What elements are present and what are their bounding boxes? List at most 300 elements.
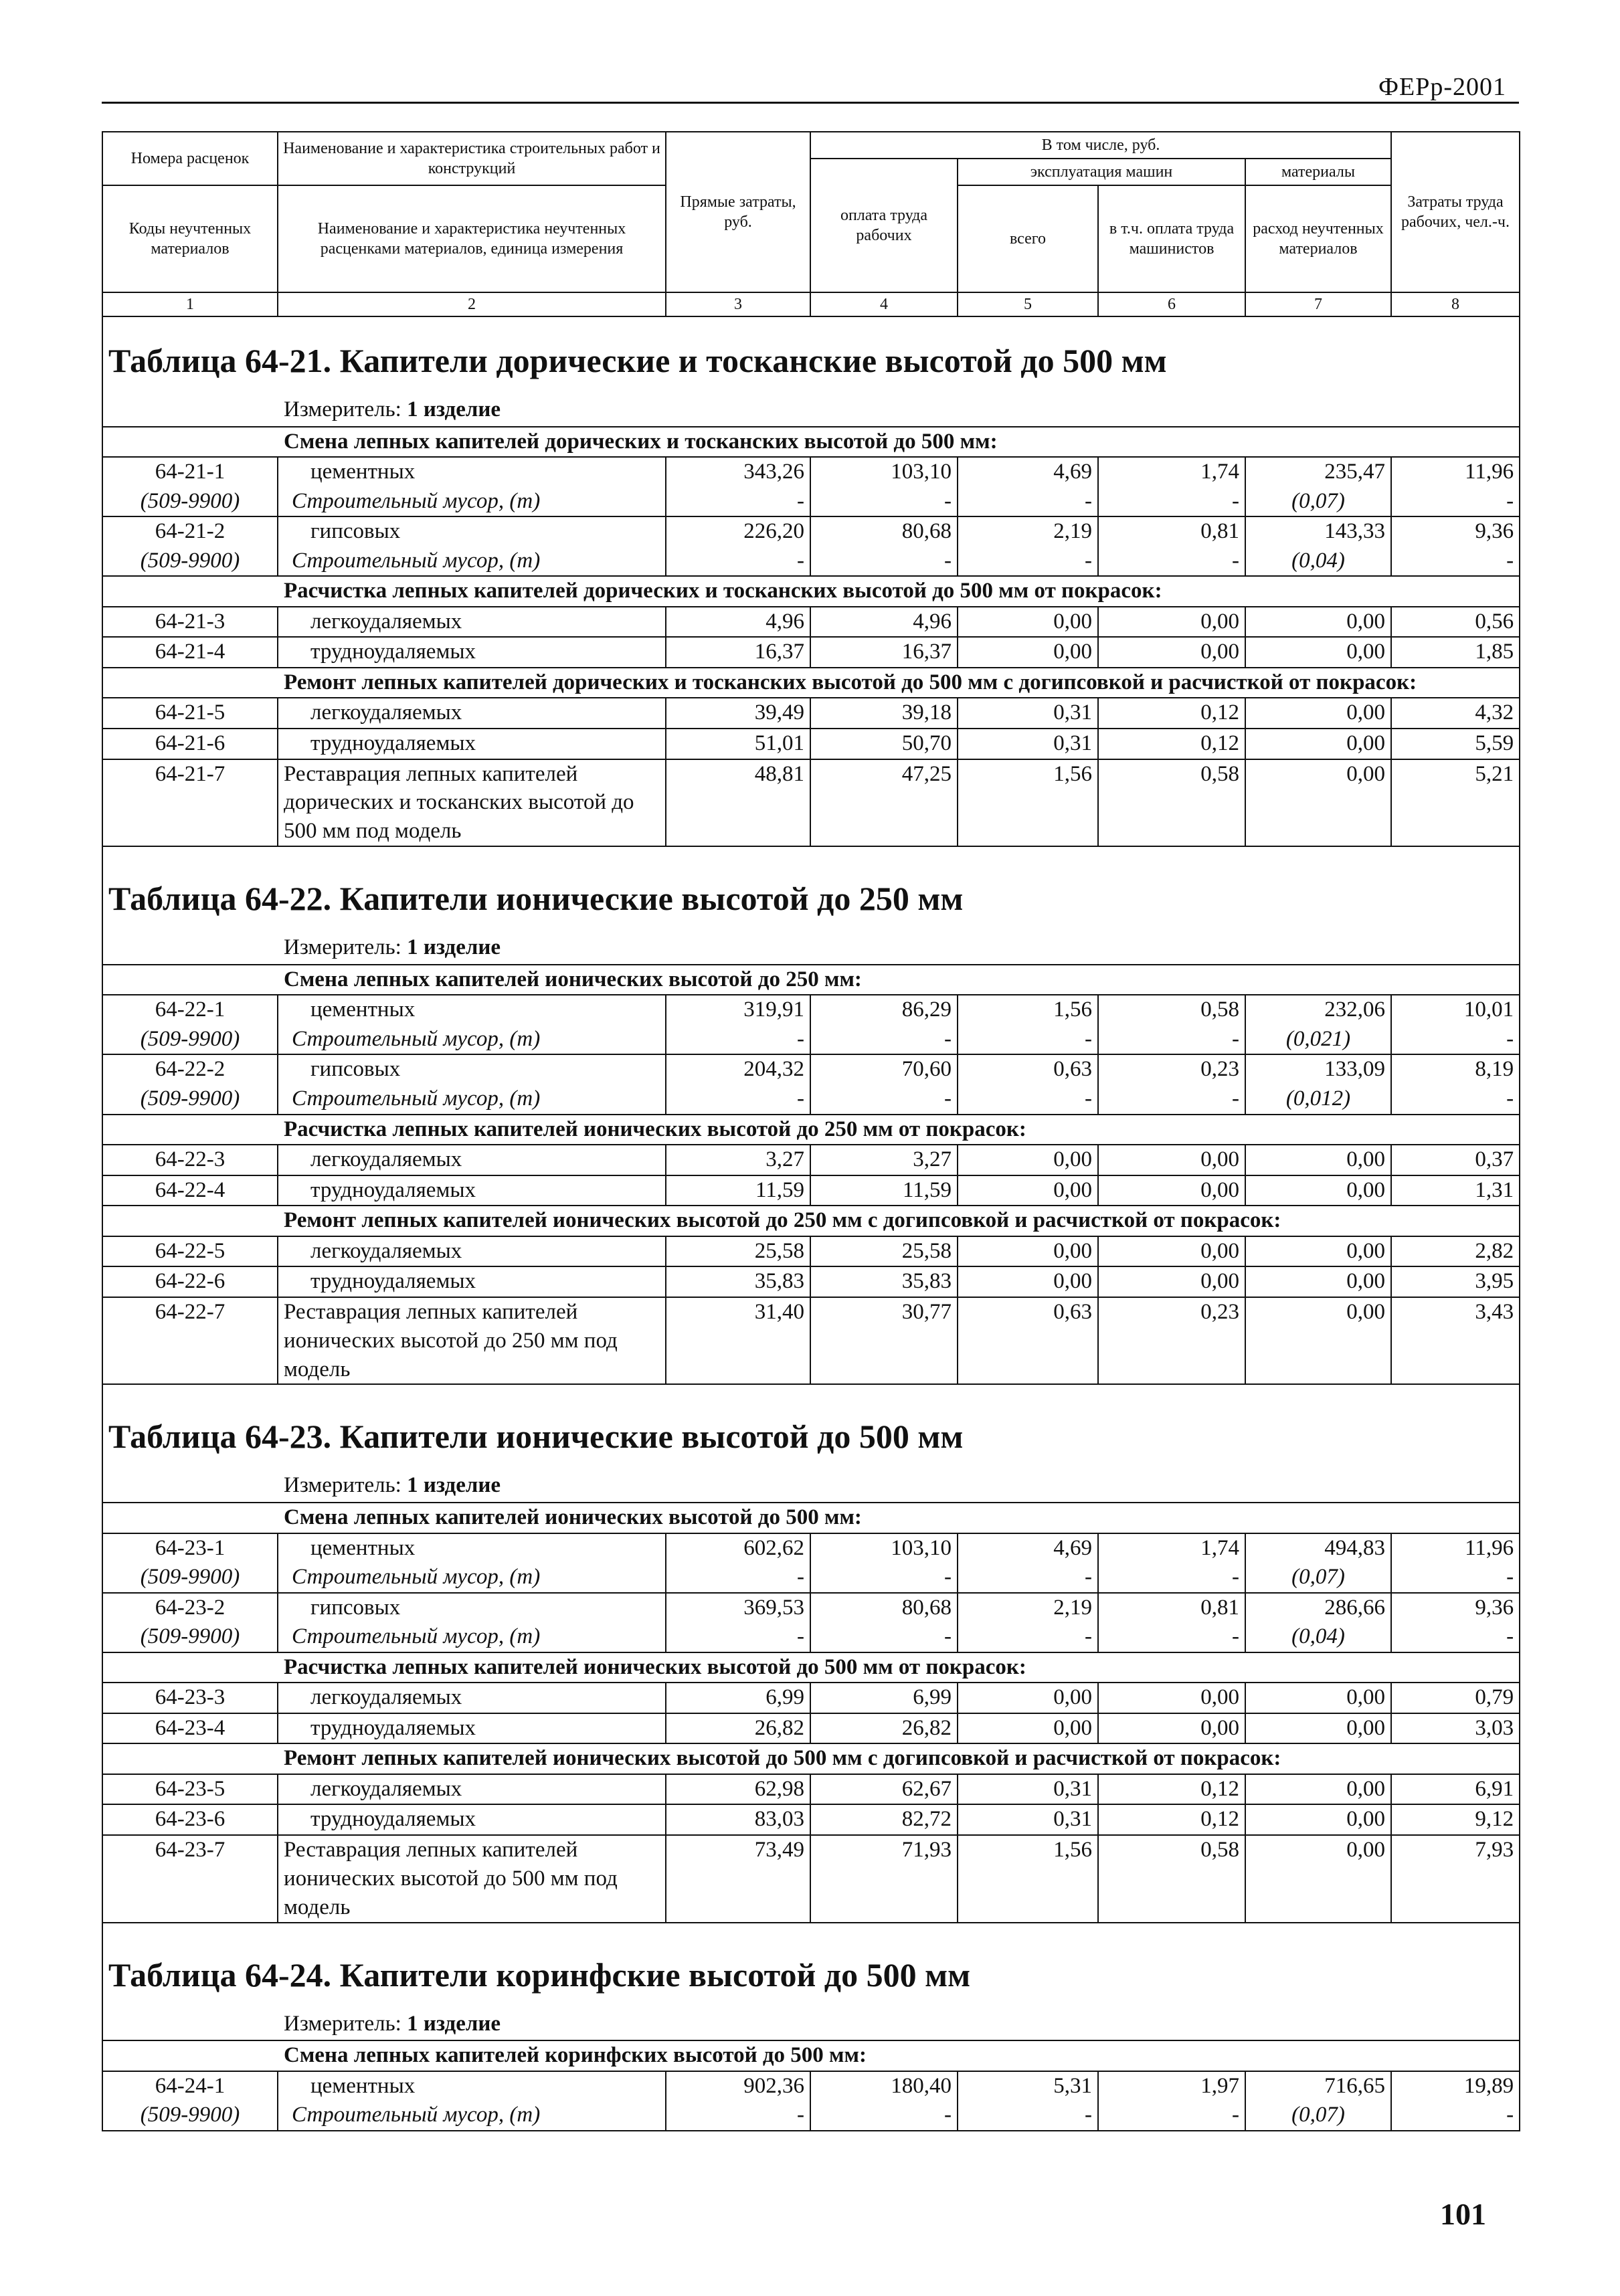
labor-wage: 62,67	[810, 1774, 958, 1805]
line-row	[102, 637, 1520, 668]
rate-name: цементных	[278, 2071, 666, 2101]
column-header-table	[102, 131, 1520, 317]
direct-cost: 39,49	[666, 698, 810, 729]
rate-code: 64-21-7	[102, 759, 278, 847]
header-group-materials: материалы	[1245, 159, 1391, 185]
material-code: (509-9900)	[102, 1084, 278, 1115]
rate-code: 64-22-3	[102, 1145, 278, 1175]
material-c5: -	[958, 2101, 1098, 2131]
direct-cost: 3,27	[666, 1145, 810, 1175]
material-c3: -	[666, 1563, 810, 1593]
materials-cost: 0,00	[1245, 1236, 1391, 1267]
page-number: 101	[1440, 2197, 1486, 2231]
materials-cost: 0,00	[1245, 1835, 1391, 1923]
header-col6: в т.ч. оплата труда машинистов	[1098, 185, 1245, 292]
material-name: Строительный мусор, (т)	[278, 1622, 666, 1652]
mat-row	[102, 1563, 1520, 1593]
rate-name: цементных	[278, 1533, 666, 1563]
machines-total: 0,00	[958, 637, 1098, 668]
rate-code: 64-22-4	[102, 1175, 278, 1206]
direct-cost: 319,91	[666, 995, 810, 1025]
section-row	[102, 1743, 1520, 1774]
labor-hours: 9,12	[1391, 1804, 1520, 1835]
section-row	[102, 2040, 1520, 2071]
machinist-wage: 0,58	[1098, 759, 1245, 847]
material-c6: -	[1098, 487, 1245, 517]
labor-wage: 35,83	[810, 1266, 958, 1297]
machines-total: 0,00	[958, 1175, 1098, 1206]
materials-cost: 0,00	[1245, 1145, 1391, 1175]
rate-row	[102, 1593, 1520, 1623]
meter-value: 1 изделие	[407, 2011, 501, 2036]
materials-cost: 0,00	[1245, 1175, 1391, 1206]
labor-hours: 3,43	[1391, 1297, 1520, 1385]
material-quantity: (0,07)	[1245, 2101, 1391, 2131]
material-c3: -	[666, 487, 810, 517]
section-row	[102, 576, 1520, 607]
machinist-wage: 0,81	[1098, 516, 1245, 547]
header-num-6: 6	[1098, 292, 1245, 316]
labor-wage: 103,10	[810, 1533, 958, 1563]
machines-total: 4,69	[958, 457, 1098, 487]
material-c6: -	[1098, 1084, 1245, 1115]
table-title: Таблица 64-21. Капители дорические и тосканские высотой до 500 мм	[102, 309, 1520, 391]
machines-total: 0,31	[958, 698, 1098, 729]
header-group-machines: эксплуатация машин	[958, 159, 1245, 185]
meter-row	[102, 2006, 1520, 2041]
direct-cost: 11,59	[666, 1175, 810, 1206]
meter-row	[102, 929, 1520, 965]
material-name: Строительный мусор, (т)	[278, 2101, 666, 2131]
header-col5: всего	[958, 185, 1098, 292]
section-heading: Смена лепных капителей коринфских высотой до 500 мм:	[102, 2040, 1520, 2071]
materials-cost: 0,00	[1245, 729, 1391, 759]
labor-wage: 4,96	[810, 607, 958, 638]
mat-row	[102, 1084, 1520, 1115]
material-c8: -	[1391, 1084, 1520, 1115]
labor-hours: 1,85	[1391, 637, 1520, 668]
materials-cost: 232,06	[1245, 995, 1391, 1025]
labor-hours: 3,03	[1391, 1713, 1520, 1744]
rate-name: Реставрация лепных капителей ионических высотой до 250 мм под модель	[278, 1297, 666, 1385]
header-num-8: 8	[1391, 292, 1520, 316]
material-c5: -	[958, 1025, 1098, 1055]
material-code: (509-9900)	[102, 487, 278, 517]
direct-cost: 4,96	[666, 607, 810, 638]
table-title: Таблица 64-23. Капители ионические высотой до 500 мм	[102, 1384, 1520, 1467]
direct-cost: 16,37	[666, 637, 810, 668]
table-title: Таблица 64-22. Капители ионические высотой до 250 мм	[102, 846, 1520, 929]
rate-code: 64-23-4	[102, 1713, 278, 1744]
material-code: (509-9900)	[102, 547, 278, 577]
rate-code: 64-23-2	[102, 1593, 278, 1623]
machinist-wage: 1,97	[1098, 2071, 1245, 2101]
line-row	[102, 607, 1520, 638]
materials-cost: 0,00	[1245, 698, 1391, 729]
materials-cost: 0,00	[1245, 1713, 1391, 1744]
labor-wage: 86,29	[810, 995, 958, 1025]
rate-code: 64-23-7	[102, 1835, 278, 1923]
tabtitle-row	[102, 1384, 1520, 1467]
section-row	[102, 427, 1520, 458]
direct-cost: 226,20	[666, 516, 810, 547]
labor-hours: 0,56	[1391, 607, 1520, 638]
machinist-wage: 0,23	[1098, 1054, 1245, 1084]
multi-row	[102, 759, 1520, 847]
rate-code: 64-23-5	[102, 1774, 278, 1805]
rate-code: 64-23-3	[102, 1683, 278, 1713]
header-col1-bottom: Коды неучтенных материалов	[102, 185, 278, 292]
section-heading: Ремонт лепных капителей дорических и тосканских высотой до 500 мм с догипсовкой и расчисткой от покрасок:	[102, 668, 1520, 698]
rate-code: 64-22-7	[102, 1297, 278, 1385]
machines-total: 4,69	[958, 1533, 1098, 1563]
material-name: Строительный мусор, (т)	[278, 487, 666, 517]
labor-wage: 70,60	[810, 1054, 958, 1084]
labor-hours: 1,31	[1391, 1175, 1520, 1206]
meter-line	[102, 1467, 1520, 1503]
machinist-wage: 0,00	[1098, 1145, 1245, 1175]
material-c4: -	[810, 547, 958, 577]
labor-hours: 4,32	[1391, 698, 1520, 729]
machines-total: 2,19	[958, 1593, 1098, 1623]
material-name: Строительный мусор, (т)	[278, 1025, 666, 1055]
materials-cost: 0,00	[1245, 1804, 1391, 1835]
header-col8: Затраты труда рабочих, чел.-ч.	[1391, 132, 1520, 292]
machines-total: 0,63	[958, 1297, 1098, 1385]
meter-label: Измеритель:	[284, 935, 401, 960]
material-c3: -	[666, 1084, 810, 1115]
machinist-wage: 0,00	[1098, 607, 1245, 638]
machines-total: 1,56	[958, 1835, 1098, 1923]
material-c4: -	[810, 1563, 958, 1593]
mat-row	[102, 1622, 1520, 1652]
machinist-wage: 1,74	[1098, 1533, 1245, 1563]
machines-total: 0,31	[958, 729, 1098, 759]
material-code: (509-9900)	[102, 1563, 278, 1593]
machinist-wage: 0,12	[1098, 698, 1245, 729]
header-num-5: 5	[958, 292, 1098, 316]
machinist-wage: 0,58	[1098, 1835, 1245, 1923]
section-row	[102, 1115, 1520, 1145]
rate-code: 64-23-6	[102, 1804, 278, 1835]
material-quantity: (0,012)	[1245, 1084, 1391, 1115]
direct-cost: 25,58	[666, 1236, 810, 1267]
labor-wage: 103,10	[810, 457, 958, 487]
labor-hours: 0,79	[1391, 1683, 1520, 1713]
labor-wage: 25,58	[810, 1236, 958, 1267]
machinist-wage: 0,00	[1098, 1683, 1245, 1713]
labor-wage: 80,68	[810, 1593, 958, 1623]
labor-hours: 5,59	[1391, 729, 1520, 759]
material-c5: -	[958, 1084, 1098, 1115]
labor-hours: 11,96	[1391, 1533, 1520, 1563]
rate-name: трудноудаляемых	[278, 637, 666, 668]
section-row	[102, 965, 1520, 995]
rate-row	[102, 457, 1520, 487]
header-num-7: 7	[1245, 292, 1391, 316]
material-c8: -	[1391, 1622, 1520, 1652]
rate-name: легкоудаляемых	[278, 1145, 666, 1175]
material-c3: -	[666, 1622, 810, 1652]
labor-wage: 3,27	[810, 1145, 958, 1175]
labor-hours: 6,91	[1391, 1774, 1520, 1805]
direct-cost: 31,40	[666, 1297, 810, 1385]
section-row	[102, 1652, 1520, 1683]
labor-wage: 50,70	[810, 729, 958, 759]
mat-row	[102, 547, 1520, 577]
rate-name: трудноудаляемых	[278, 729, 666, 759]
labor-wage: 47,25	[810, 759, 958, 847]
header-group-title: В том числе, руб.	[810, 132, 1391, 159]
materials-cost: 133,09	[1245, 1054, 1391, 1084]
direct-cost: 902,36	[666, 2071, 810, 2101]
material-c4: -	[810, 2101, 958, 2131]
tabtitle-row	[102, 1923, 1520, 2006]
meter-line	[102, 391, 1520, 427]
rate-name: гипсовых	[278, 1593, 666, 1623]
labor-hours: 8,19	[1391, 1054, 1520, 1084]
labor-wage: 180,40	[810, 2071, 958, 2101]
section-heading: Смена лепных капителей дорических и тосканских высотой до 500 мм:	[102, 427, 1520, 458]
machines-total: 0,00	[958, 1236, 1098, 1267]
rate-name: цементных	[278, 457, 666, 487]
materials-cost: 0,00	[1245, 759, 1391, 847]
material-c5: -	[958, 487, 1098, 517]
machines-total: 0,63	[958, 1054, 1098, 1084]
material-code: (509-9900)	[102, 2101, 278, 2131]
line-row	[102, 1266, 1520, 1297]
rates-table	[102, 309, 1520, 2131]
materials-cost: 0,00	[1245, 1297, 1391, 1385]
materials-cost: 0,00	[1245, 607, 1391, 638]
material-c6: -	[1098, 547, 1245, 577]
direct-cost: 83,03	[666, 1804, 810, 1835]
rate-name: легкоудаляемых	[278, 1236, 666, 1267]
rate-name: легкоудаляемых	[278, 607, 666, 638]
header-col7: расход неучтенных материалов	[1245, 185, 1391, 292]
material-c8: -	[1391, 1563, 1520, 1593]
material-name: Строительный мусор, (т)	[278, 1084, 666, 1115]
material-c3: -	[666, 2101, 810, 2131]
section-heading: Смена лепных капителей ионических высотой до 500 мм:	[102, 1503, 1520, 1533]
machinist-wage: 0,58	[1098, 995, 1245, 1025]
header-col1-top: Номера расценок	[102, 132, 278, 185]
section-heading: Ремонт лепных капителей ионических высотой до 250 мм с догипсовкой и расчисткой от покрасок:	[102, 1206, 1520, 1236]
rate-code: 64-21-3	[102, 607, 278, 638]
header-col2-top: Наименование и характеристика строительных работ и конструкций	[278, 132, 666, 185]
rate-code: 64-22-2	[102, 1054, 278, 1084]
rate-name: гипсовых	[278, 516, 666, 547]
rate-code: 64-22-5	[102, 1236, 278, 1267]
mat-row	[102, 2101, 1520, 2131]
direct-cost: 602,62	[666, 1533, 810, 1563]
direct-cost: 6,99	[666, 1683, 810, 1713]
material-quantity: (0,07)	[1245, 1563, 1391, 1593]
labor-hours: 0,37	[1391, 1145, 1520, 1175]
section-row	[102, 1206, 1520, 1236]
rate-row	[102, 1533, 1520, 1563]
material-quantity: (0,04)	[1245, 547, 1391, 577]
rate-name: легкоудаляемых	[278, 698, 666, 729]
labor-wage: 30,77	[810, 1297, 958, 1385]
materials-cost: 0,00	[1245, 1266, 1391, 1297]
header-num-1: 1	[102, 292, 278, 316]
rate-code: 64-23-1	[102, 1533, 278, 1563]
section-heading: Расчистка лепных капителей ионических высотой до 250 мм от покрасок:	[102, 1115, 1520, 1145]
machines-total: 1,56	[958, 995, 1098, 1025]
labor-hours: 5,21	[1391, 759, 1520, 847]
material-c8: -	[1391, 487, 1520, 517]
labor-wage: 39,18	[810, 698, 958, 729]
meter-row	[102, 1467, 1520, 1503]
machines-total: 0,00	[958, 1713, 1098, 1744]
line-row	[102, 1236, 1520, 1267]
rate-code: 64-22-1	[102, 995, 278, 1025]
rate-name: трудноудаляемых	[278, 1175, 666, 1206]
machines-total: 0,00	[958, 1266, 1098, 1297]
line-row	[102, 729, 1520, 759]
labor-hours: 3,95	[1391, 1266, 1520, 1297]
machines-total: 2,19	[958, 516, 1098, 547]
machinist-wage: 0,12	[1098, 1774, 1245, 1805]
rate-name: трудноудаляемых	[278, 1804, 666, 1835]
top-rule	[102, 102, 1519, 104]
direct-cost: 369,53	[666, 1593, 810, 1623]
rate-code: 64-21-1	[102, 457, 278, 487]
material-c4: -	[810, 1084, 958, 1115]
direct-cost: 73,49	[666, 1835, 810, 1923]
direct-cost: 204,32	[666, 1054, 810, 1084]
rate-row	[102, 1054, 1520, 1084]
section-row	[102, 1503, 1520, 1533]
tabtitle-row	[102, 309, 1520, 391]
material-c5: -	[958, 547, 1098, 577]
machinist-wage: 0,00	[1098, 1266, 1245, 1297]
material-c4: -	[810, 1622, 958, 1652]
rate-code: 64-21-6	[102, 729, 278, 759]
header-col3: Прямые затраты, руб.	[666, 132, 810, 292]
machines-total: 1,56	[958, 759, 1098, 847]
rate-row	[102, 2071, 1520, 2101]
direct-cost: 48,81	[666, 759, 810, 847]
header-num-4: 4	[810, 292, 958, 316]
line-row	[102, 1774, 1520, 1805]
rate-name: гипсовых	[278, 1054, 666, 1084]
machines-total: 0,31	[958, 1774, 1098, 1805]
machines-total: 0,00	[958, 1683, 1098, 1713]
machinist-wage: 0,81	[1098, 1593, 1245, 1623]
labor-hours: 9,36	[1391, 1593, 1520, 1623]
header-col4: оплата труда рабочих	[810, 159, 958, 292]
labor-wage: 82,72	[810, 1804, 958, 1835]
tabtitle-row	[102, 846, 1520, 929]
rate-name: легкоудаляемых	[278, 1683, 666, 1713]
labor-wage: 26,82	[810, 1713, 958, 1744]
material-name: Строительный мусор, (т)	[278, 547, 666, 577]
labor-hours: 7,93	[1391, 1835, 1520, 1923]
meter-line	[102, 929, 1520, 965]
labor-hours: 11,96	[1391, 457, 1520, 487]
rate-code: 64-21-5	[102, 698, 278, 729]
labor-wage: 80,68	[810, 516, 958, 547]
labor-wage: 6,99	[810, 1683, 958, 1713]
machinist-wage: 0,00	[1098, 637, 1245, 668]
machinist-wage: 0,00	[1098, 1236, 1245, 1267]
material-c4: -	[810, 1025, 958, 1055]
meter-label: Измеритель:	[284, 1473, 401, 1498]
mat-row	[102, 487, 1520, 517]
line-row	[102, 1683, 1520, 1713]
line-row	[102, 1145, 1520, 1175]
header-num-2: 2	[278, 292, 666, 316]
machinist-wage: 0,23	[1098, 1297, 1245, 1385]
material-c6: -	[1098, 2101, 1245, 2131]
rate-row	[102, 995, 1520, 1025]
meter-label: Измеритель:	[284, 397, 401, 421]
direct-cost: 35,83	[666, 1266, 810, 1297]
material-code: (509-9900)	[102, 1622, 278, 1652]
line-row	[102, 1804, 1520, 1835]
rate-row	[102, 516, 1520, 547]
meter-row	[102, 391, 1520, 427]
material-name: Строительный мусор, (т)	[278, 1563, 666, 1593]
material-quantity: (0,021)	[1245, 1025, 1391, 1055]
meter-value: 1 изделие	[407, 397, 501, 421]
meter-label: Измеритель:	[284, 2011, 401, 2036]
direct-cost: 62,98	[666, 1774, 810, 1805]
line-row	[102, 698, 1520, 729]
material-c8: -	[1391, 2101, 1520, 2131]
rate-code: 64-24-1	[102, 2071, 278, 2101]
material-c3: -	[666, 1025, 810, 1055]
multi-row	[102, 1297, 1520, 1385]
materials-cost: 286,66	[1245, 1593, 1391, 1623]
material-c3: -	[666, 547, 810, 577]
material-c8: -	[1391, 547, 1520, 577]
machinist-wage: 0,00	[1098, 1713, 1245, 1744]
labor-hours: 19,89	[1391, 2071, 1520, 2101]
header-col2-bottom: Наименование и характеристика неучтенных расценками материалов, единица измерения	[278, 185, 666, 292]
rate-code: 64-22-6	[102, 1266, 278, 1297]
machines-total: 0,00	[958, 1145, 1098, 1175]
materials-cost: 0,00	[1245, 1683, 1391, 1713]
machines-total: 5,31	[958, 2071, 1098, 2101]
meter-value: 1 изделие	[407, 1473, 501, 1498]
rate-name: трудноудаляемых	[278, 1713, 666, 1744]
section-heading: Расчистка лепных капителей дорических и тосканских высотой до 500 мм от покрасок:	[102, 576, 1520, 607]
material-quantity: (0,07)	[1245, 487, 1391, 517]
section-heading: Расчистка лепных капителей ионических высотой до 500 мм от покрасок:	[102, 1652, 1520, 1683]
materials-cost: 235,47	[1245, 457, 1391, 487]
material-c5: -	[958, 1563, 1098, 1593]
machinist-wage: 0,12	[1098, 1804, 1245, 1835]
material-c4: -	[810, 487, 958, 517]
direct-cost: 51,01	[666, 729, 810, 759]
table-title: Таблица 64-24. Капители коринфские высотой до 500 мм	[102, 1923, 1520, 2006]
labor-hours: 2,82	[1391, 1236, 1520, 1267]
section-row	[102, 668, 1520, 698]
rate-code: 64-21-2	[102, 516, 278, 547]
line-row	[102, 1175, 1520, 1206]
labor-hours: 9,36	[1391, 516, 1520, 547]
meter-line	[102, 2006, 1520, 2041]
rate-name: цементных	[278, 995, 666, 1025]
materials-cost: 143,33	[1245, 516, 1391, 547]
material-c8: -	[1391, 1025, 1520, 1055]
materials-cost: 494,83	[1245, 1533, 1391, 1563]
material-quantity: (0,04)	[1245, 1622, 1391, 1652]
labor-wage: 11,59	[810, 1175, 958, 1206]
